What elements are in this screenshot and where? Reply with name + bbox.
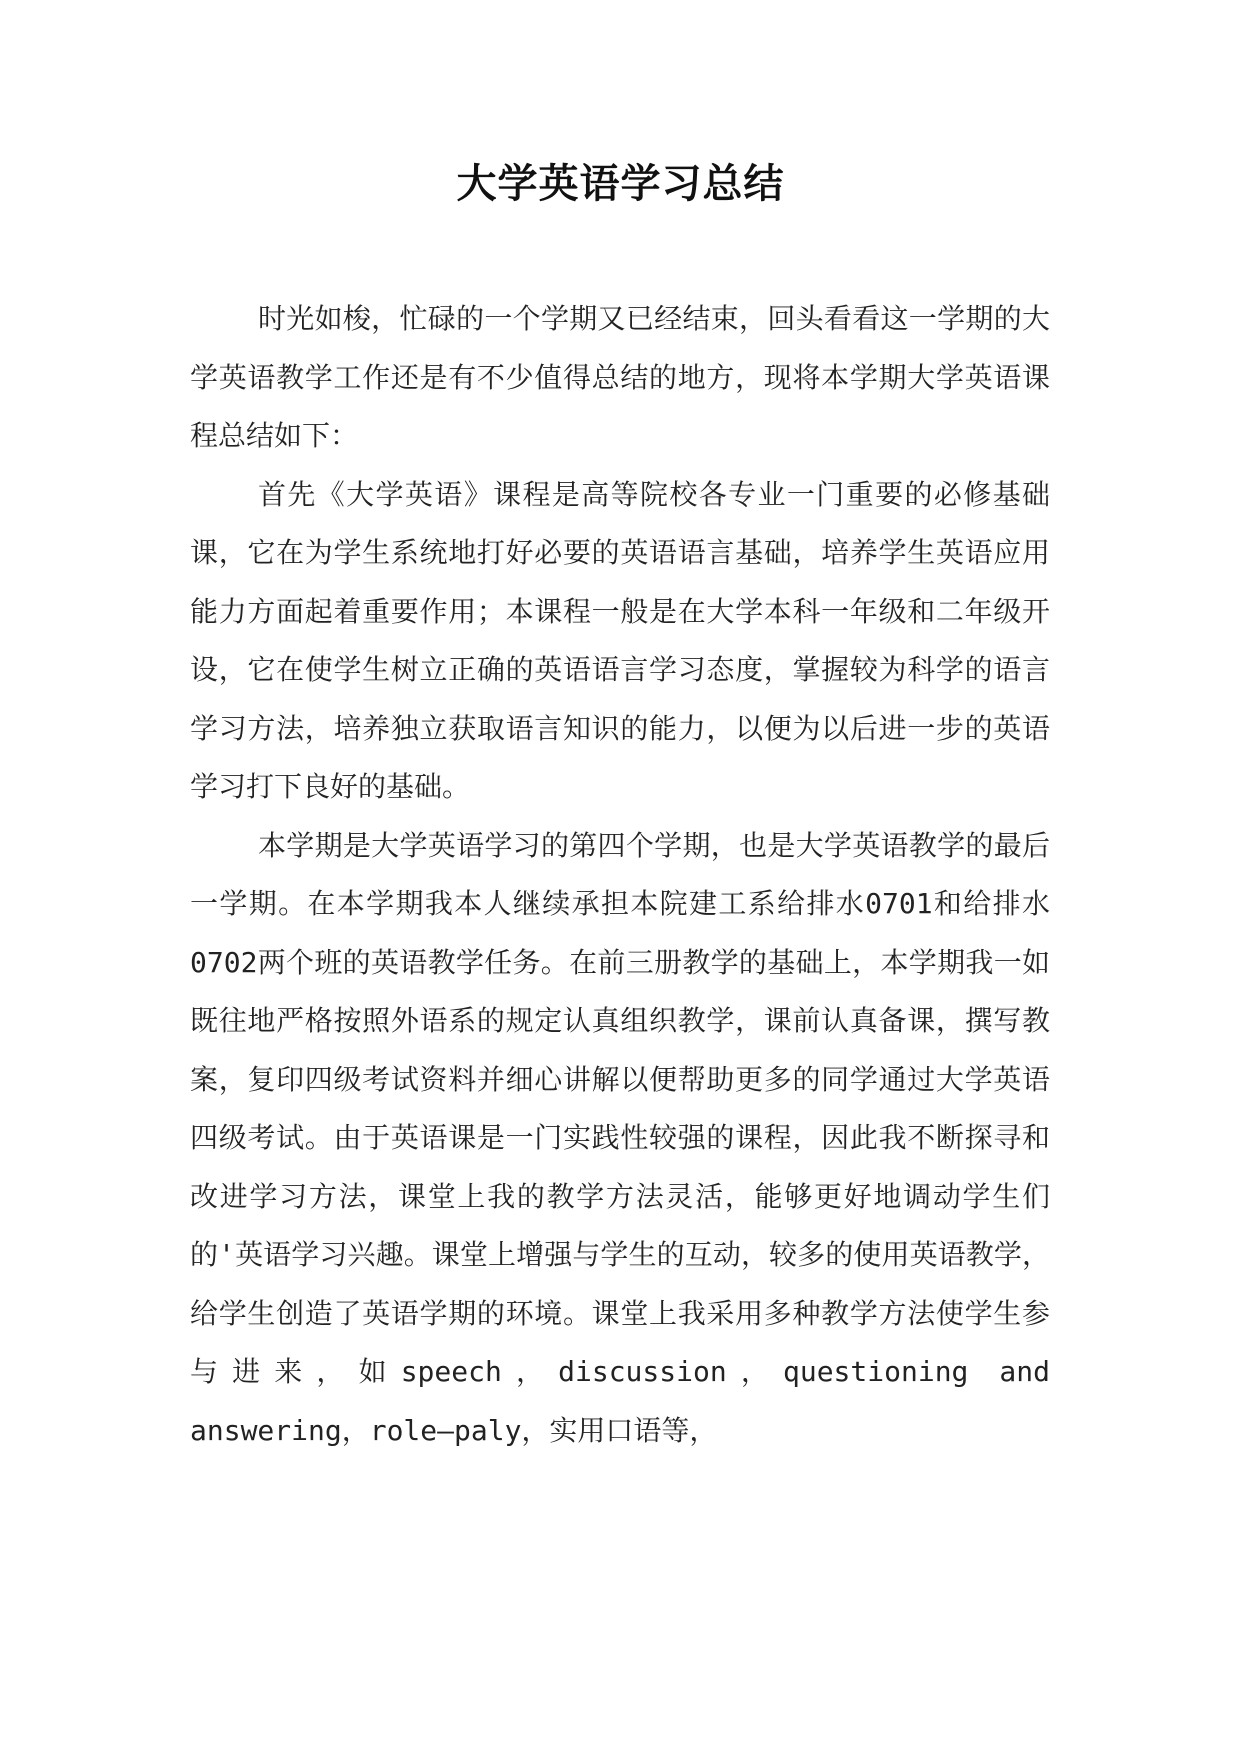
paragraph-intro: 时光如梭，忙碌的一个学期又已经结束，回头看看这一学期的大学英语教学工作还是有不少值得总结的地方，现将本学期大学英语课程总结如下： [190,302,1050,452]
paragraph-course-description: 首先《大学英语》课程是高等院校各专业一门重要的必修基础课，它在为学生系统地打好必要的英语语言基础，培养学生英语应用能力方面起着重要作用；本课程一般是在大学本科一年级和二年级开设，它在使学生树立正确的英语语言学习态度，掌握较为科学的语言学习方法，培养独立获取语言知识的能力，以便为以后进一步的英语学习打下良好的基础。 [190,477,1050,803]
document-title: 大学英语学习总结 [456,160,785,207]
paragraph-semester-teaching: 本学期是大学英语学习的第四个学期，也是大学英语教学的最后一学期。在本学期我本人继续承担本院建工系给排水0701和给排水0702两个班的英语教学任务。在前三册教学的基础上，本学期我一如既往地严格按照外语系的规定认真组织教学，课前认真备课，撰写教案，复印四级考试资料并细心讲解以便帮助更多的同学通过大学英语四级考试。由于英语课是一门实践性较强的课程，因此我不断探寻和改进学习方法，课堂上我的教学方法灵活，能够更好地调动学生们的'英语学习兴趣。课堂上增强与学生的互动，较多的使用英语教学，给学生创造了英语学期的环境。课堂上我采用多种教学方法使学生参与进来，如speech，discussion，questioning and answering，role—paly，实用口语等， [190,828,1050,1447]
document-body [190,290,1050,1460]
